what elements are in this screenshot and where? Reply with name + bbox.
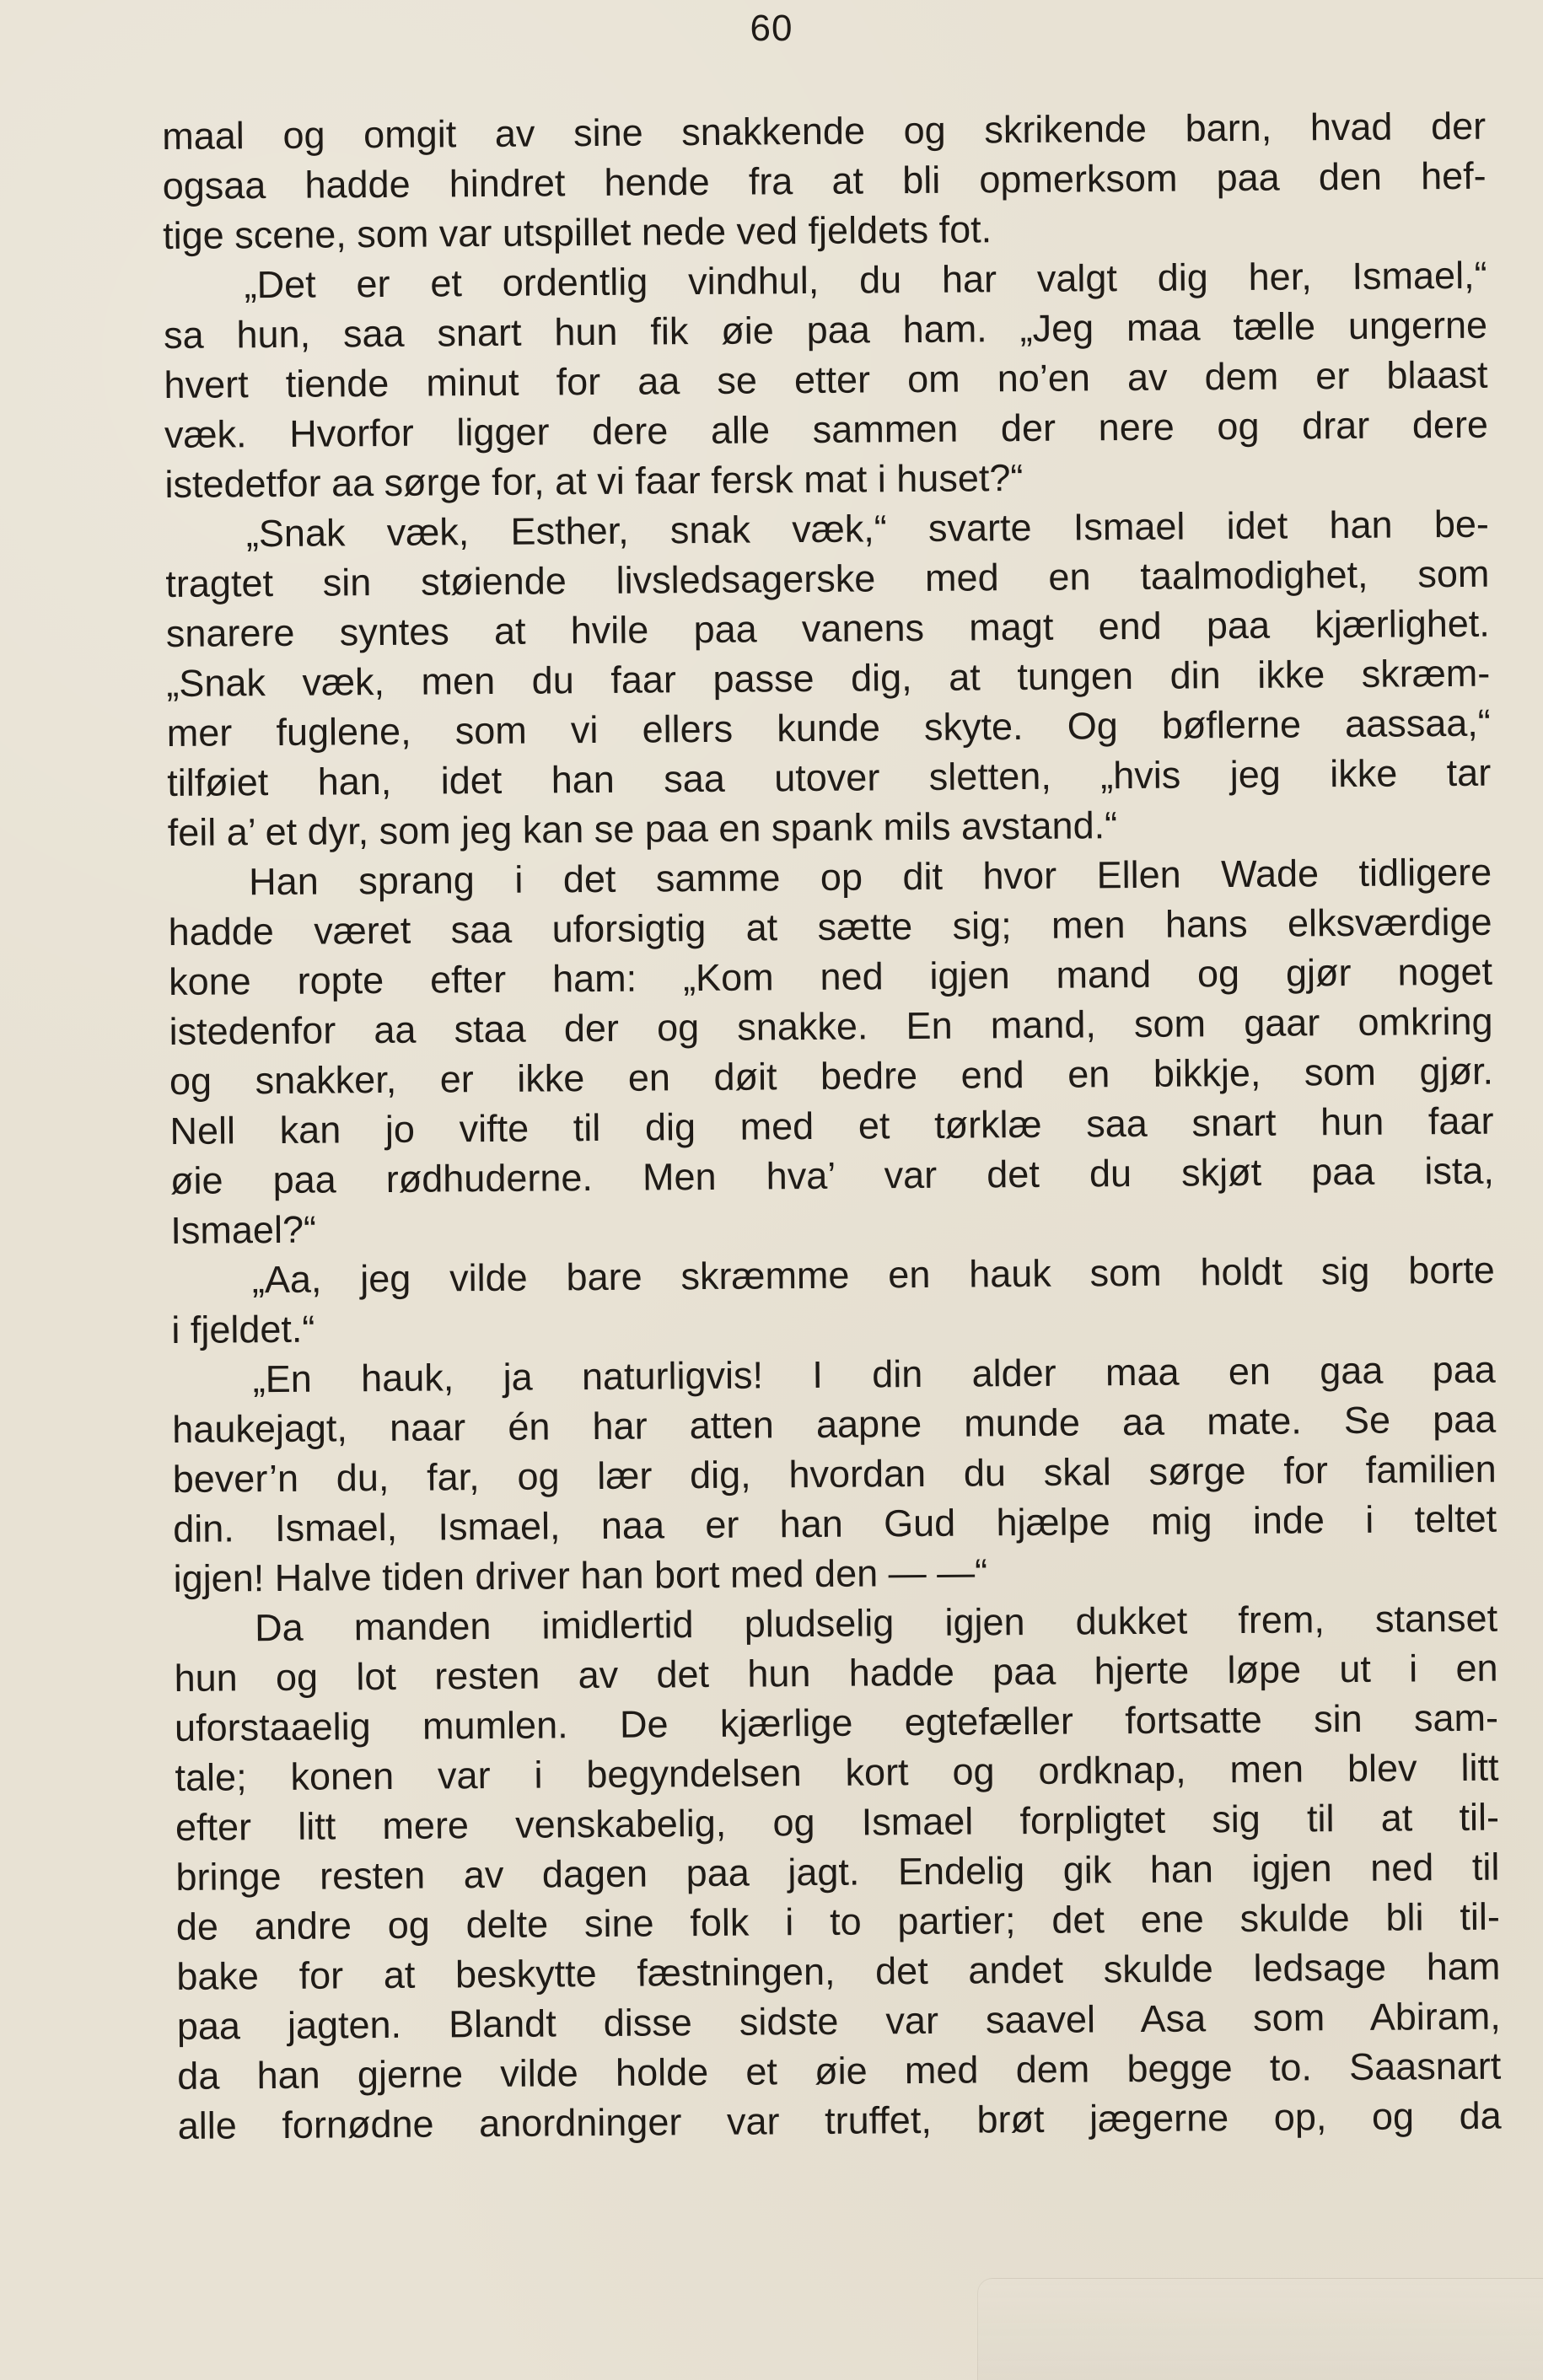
text-line: mer fuglene, som vi ellers kunde skyte. Og bøflerne aassaa,“: [166, 701, 1491, 755]
text-line: bringe resten av dagen paa jagt. Endelig gik han igjen ned til: [175, 1845, 1500, 1899]
text-line: tale; konen var i begyndelsen kort og ordknap, men blev litt: [175, 1745, 1499, 1799]
text-line: efter litt mere venskabelig, og Ismael forpligtet sig til at til-: [175, 1795, 1500, 1849]
page-corner-mark: [977, 2278, 1543, 2380]
text-line: paa jagten. Blandt disse sidste var saavel Asa som Abiram,: [176, 1994, 1501, 2048]
text-line: igjen! Halve tiden driver han bort med den — —“: [173, 1550, 988, 1600]
text-line: i fjeldet.“: [171, 1307, 315, 1351]
text-line: Da manden imidlertid pludselig igjen dukket frem, stanset: [254, 1596, 1498, 1650]
text-line: istedetfor aa sørge for, at vi faar fersk mat i huset?“: [164, 455, 1024, 506]
text-line: de andre og delte sine folk i to partier; det ene skulde bli til-: [175, 1894, 1501, 1948]
text-line: feil a’ et dyr, som jeg kan se paa en spank mils avstand.“: [167, 803, 1118, 854]
text-line: tilføiet han, idet han saa utover sletten, „hvis jeg ikke tar: [167, 750, 1492, 804]
text-line: hun og lot resten av det hun hadde paa hjerte løpe ut i en: [174, 1646, 1498, 1700]
text-line: „Snak væk, Esther, snak væk,“ svarte Ismael idet han be-: [245, 502, 1490, 556]
text-line: tragtet sin støiende livsledsagerske med en taalmodighet, som: [165, 551, 1490, 605]
text-line: haukejagt, naar én har atten aapne munde aa mate. Se paa: [172, 1397, 1497, 1451]
text-line: væk. Hvorfor ligger dere alle sammen der nere og drar dere: [164, 402, 1489, 456]
text-line: „Det er et ordentlig vindhul, du har valgt dig her, Ismael,“: [244, 253, 1487, 307]
text-line: sa hun, saa snart hun fik øie paa ham. „Jeg maa tælle ungerne: [163, 303, 1488, 357]
text-line: øie paa rødhuderne. Men hva’ var det du skjøt paa ista,: [169, 1148, 1495, 1202]
text-line: bake for at beskytte fæstningen, det andet skulde ledsage ham: [176, 1944, 1501, 1998]
text-line: hvert tiende minut for aa se etter om no’en av dem er blaast: [164, 352, 1488, 406]
text-line: og snakker, er ikke en døit bedre end en bikkje, som gjør.: [169, 1049, 1494, 1103]
text-line: da han gjerne vilde holde et øie med dem begge to. Saasnart: [177, 2044, 1502, 2098]
text-line: ogsaa hadde hindret hende fra at bli opmerksom paa den hef-: [162, 153, 1487, 207]
text-line: „Snak væk, men du faar passe dig, at tungen din ikke skræm-: [166, 651, 1491, 705]
text-line: Nell kan jo vifte til dig med et tørklæ saa snart hun faar: [169, 1099, 1494, 1152]
text-line: uforstaaelig mumlen. De kjærlige egtefæller fortsatte sin sam-: [174, 1695, 1499, 1749]
text-line: maal og omgit av sine snakkende og skrikende barn, hvad der: [162, 104, 1487, 158]
text-line: din. Ismael, Ismael, naa er han Gud hjælpe mig inde i teltet: [173, 1496, 1497, 1550]
text-line: tige scene, som var utspillet nede ved fjeldets fot.: [162, 207, 992, 257]
text-line: „Aa, jeg vilde bare skræmme en hauk som holdt sig borte: [251, 1248, 1496, 1302]
text-line: kone ropte efter ham: „Kom ned igjen mand og gjør noget: [168, 949, 1493, 1003]
text-line: snarere syntes at hvile paa vanens magt end paa kjærlighet.: [165, 601, 1491, 655]
page-text-block: [162, 101, 1502, 2151]
text-line: hadde været saa uforsigtig at sætte sig; men hans elksværdige: [168, 900, 1492, 954]
text-line: Han sprang i det samme op dit hvor Ellen Wade tidligere: [248, 850, 1492, 904]
text-line: „En hauk, ja naturligvis! I din alder maa en gaa paa: [252, 1347, 1496, 1401]
text-line: Ismael?“: [170, 1207, 317, 1252]
text-line: alle fornødne anordninger var truffet, brøt jægerne op, og da: [177, 2093, 1502, 2147]
text-line: istedenfor aa staa der og snakke. En mand, som gaar omkring: [169, 999, 1493, 1053]
page-number: 60: [750, 8, 793, 49]
text-line: bever’n du, far, og lær dig, hvordan du skal sørge for familien: [172, 1447, 1497, 1501]
